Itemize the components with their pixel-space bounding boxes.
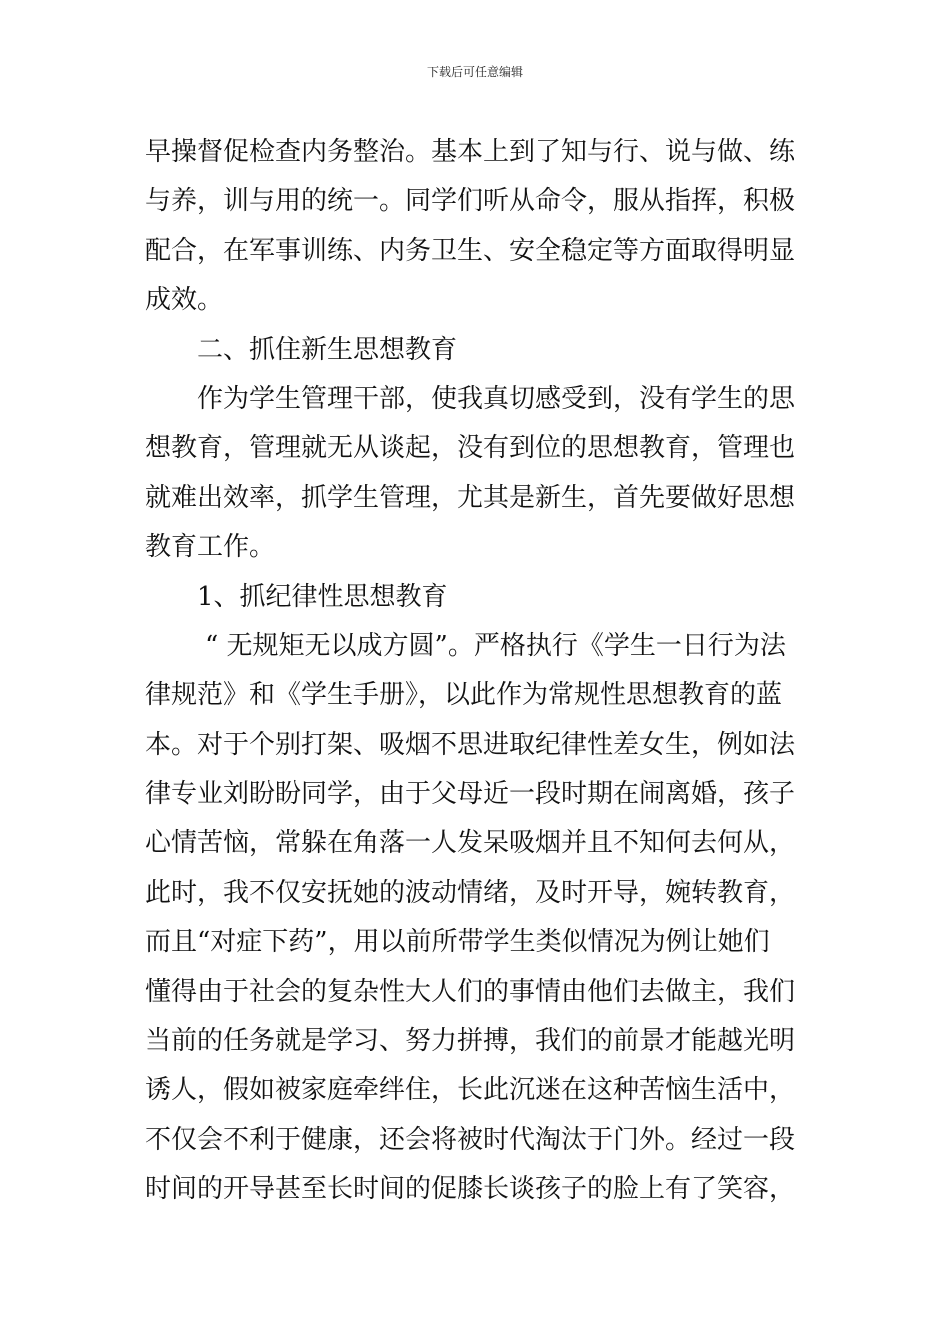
paragraph-line: 律规范》和《学生手册》，以此作为常规性思想教育的蓝 [145, 680, 783, 711]
subsection-heading: 1、抓纪律性思想教育 [197, 581, 448, 612]
paragraph-line: 就难出效率，抓学生管理，尤其是新生，首先要做好思想 [145, 482, 796, 513]
paragraph-line: 而且“对症下药”，用以前所带学生类似情况为例让她们 [145, 927, 770, 958]
paragraph-line: 想教育，管理就无从谈起，没有到位的思想教育，管理也 [145, 433, 796, 464]
paragraph-line: 不仅会不利于健康，还会将被时代淘汰于门外。经过一段 [145, 1124, 796, 1155]
paragraph-line: 配合，在军事训练、内务卫生、安全稳定等方面取得明显 [145, 235, 796, 266]
paragraph-line: 时间的开导甚至长时间的促膝长谈孩子的脸上有了笑容， [145, 1174, 796, 1205]
paragraph-line: 当前的任务就是学习、努力拼搏，我们的前景才能越光明 [145, 1026, 796, 1057]
paragraph-line: 懂得由于社会的复杂性大人们的事情由他们去做主，我们 [145, 976, 796, 1007]
paragraph-line: 心情苦恼，常躲在角落一人发呆吸烟并且不知何去何从， [145, 828, 796, 859]
section-heading: 二、抓住新生思想教育 [197, 334, 458, 365]
paragraph-line: 早操督促检查内务整治。基本上到了知与行、说与做、练 [145, 137, 796, 167]
paragraph-line: 律专业刘盼盼同学，由于父母近一段时期在闹离婚，孩子 [145, 779, 796, 810]
paragraph-line: 此时，我不仅安抚她的波动情绪，及时开导，婉转教育， [145, 877, 796, 908]
paragraph-line: “ 无规矩无以成方圆”。严格执行《学生一日行为法 [205, 630, 786, 661]
paragraph-line: 与养，训与用的统一。同学们听从命令，服从指挥，积极 [145, 186, 796, 217]
document-body [145, 128, 807, 1215]
paragraph-line: 作为学生管理干部，使我真切感受到，没有学生的思 [197, 383, 796, 414]
paragraph-line: 本。对于个别打架、吸烟不思进取纪律性差女生，例如法 [145, 729, 796, 760]
paragraph-line: 成效。 [145, 285, 224, 316]
paragraph-line: 教育工作。 [145, 532, 276, 563]
page-header: 下载后可任意编辑 [426, 65, 523, 79]
paragraph-line: 诱人，假如被家庭牵绊住，长此沉迷在这种苦恼生活中， [145, 1075, 796, 1106]
